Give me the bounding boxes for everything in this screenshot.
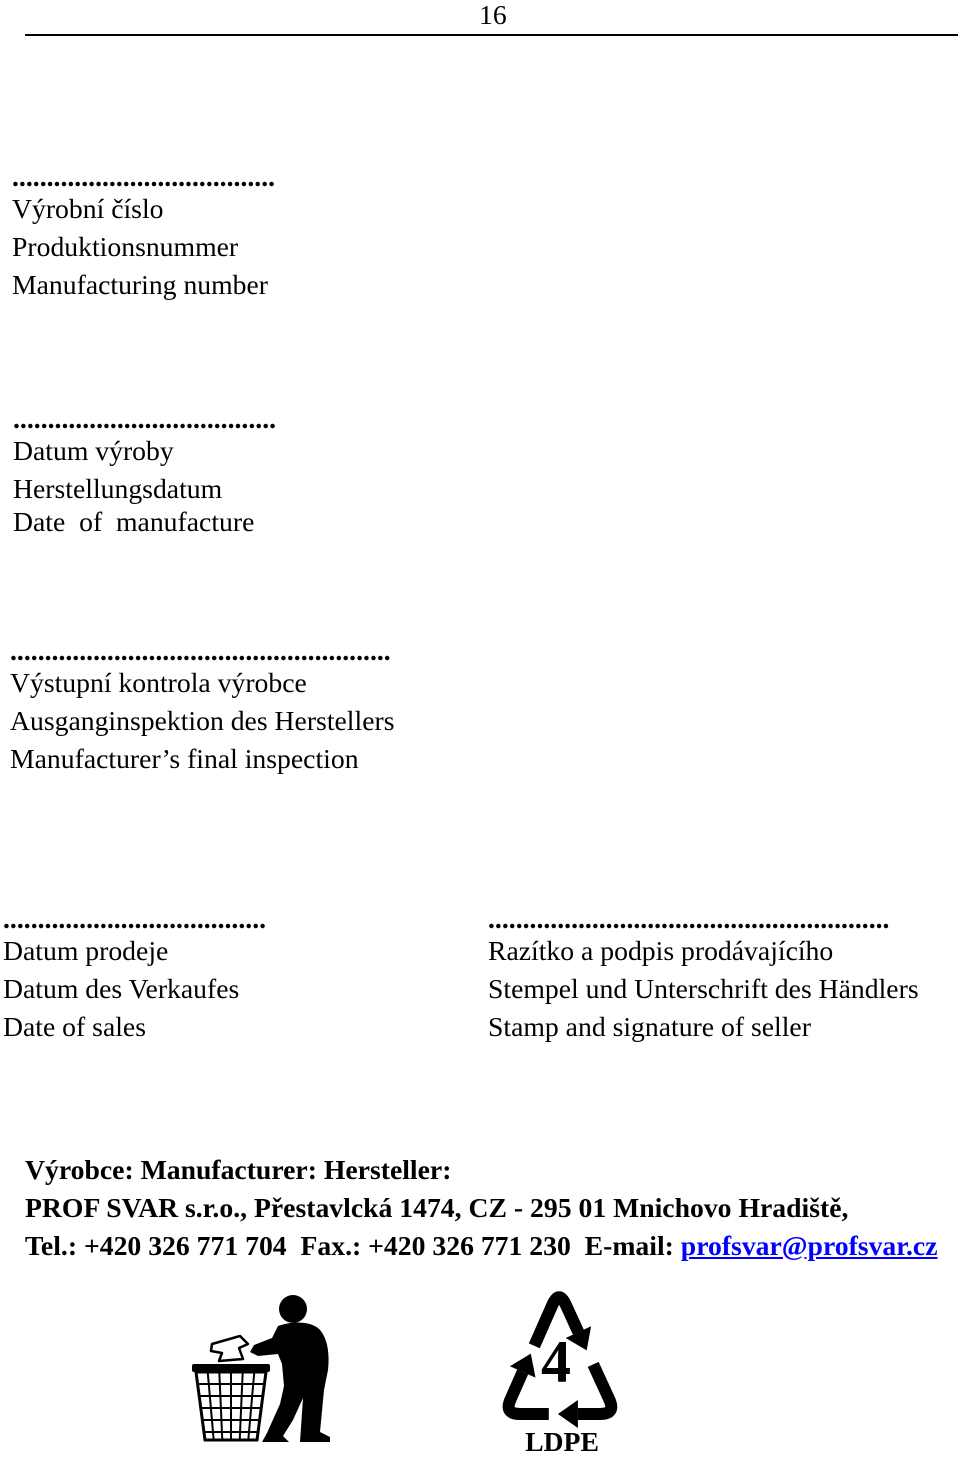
label-german: Produktionsnummer: [12, 231, 239, 262]
tidyman-icon: [192, 1292, 332, 1442]
field-date-of-sale: [3, 903, 267, 1046]
manufacturer-contact: [25, 1227, 938, 1265]
page-number: 16: [479, 0, 507, 30]
label-english: Manufacturer’s final inspection: [10, 743, 359, 774]
field-seller-stamp-signature: [488, 903, 919, 1046]
email-label: E-mail:: [584, 1230, 674, 1261]
tidyman-head: [279, 1295, 307, 1323]
recycling-icon: [492, 1288, 632, 1430]
label-czech: Výstupní kontrola výrobce: [10, 667, 307, 698]
litter-paper: [211, 1336, 248, 1361]
fill-in-dots: ......................................: [3, 903, 267, 934]
fill-in-dots: .......................................................: [10, 635, 391, 666]
fill-in-dots: ......................................: [13, 403, 277, 434]
manufacturer-info: [25, 1151, 938, 1265]
label-german: Stempel und Unterschrift des Händlers: [488, 973, 919, 1004]
field-date-of-manufacture: [13, 403, 277, 541]
label-english: Manufacturing number: [12, 269, 269, 300]
label-german: Ausganginspektion des Herstellers: [10, 705, 395, 736]
field-final-inspection: [10, 635, 395, 778]
manufacturer-heading: Výrobce: Manufacturer: Hersteller:: [25, 1154, 452, 1185]
manufacturer-address: PROF SVAR s.r.o., Přestavlcká 1474, CZ - 295 01 Mnichovo Hradiště,: [25, 1192, 849, 1223]
recycle-arrowhead-right: [558, 1400, 578, 1428]
resin-material-label: LDPE: [525, 1426, 599, 1457]
label-english: Date of manufacture: [13, 506, 255, 537]
label-czech: Datum prodeje: [3, 935, 169, 966]
field-manufacturing-number: [12, 161, 276, 304]
recycle-arrow-right: [578, 1364, 611, 1414]
label-english: Date of sales: [3, 1011, 146, 1042]
label-czech: Razítko a podpis prodávajícího: [488, 935, 834, 966]
label-german: Datum des Verkaufes: [3, 973, 240, 1004]
resin-code: 4: [541, 1329, 571, 1395]
email-link[interactable]: profsvar@profsvar.cz: [680, 1230, 938, 1261]
label-english: Stamp and signature of seller: [488, 1011, 811, 1042]
label-german: Herstellungsdatum: [13, 473, 223, 504]
phone-number: Tel.: +420 326 771 704: [25, 1230, 287, 1261]
label-czech: Datum výroby: [13, 435, 174, 466]
fax-number: Fax.: +420 326 771 230: [300, 1230, 571, 1261]
fill-in-dots: ......................................: [12, 161, 276, 192]
fill-in-dots: ..........................................................: [488, 903, 890, 934]
label-czech: Výrobní číslo: [12, 193, 164, 224]
header-rule: [25, 34, 958, 36]
